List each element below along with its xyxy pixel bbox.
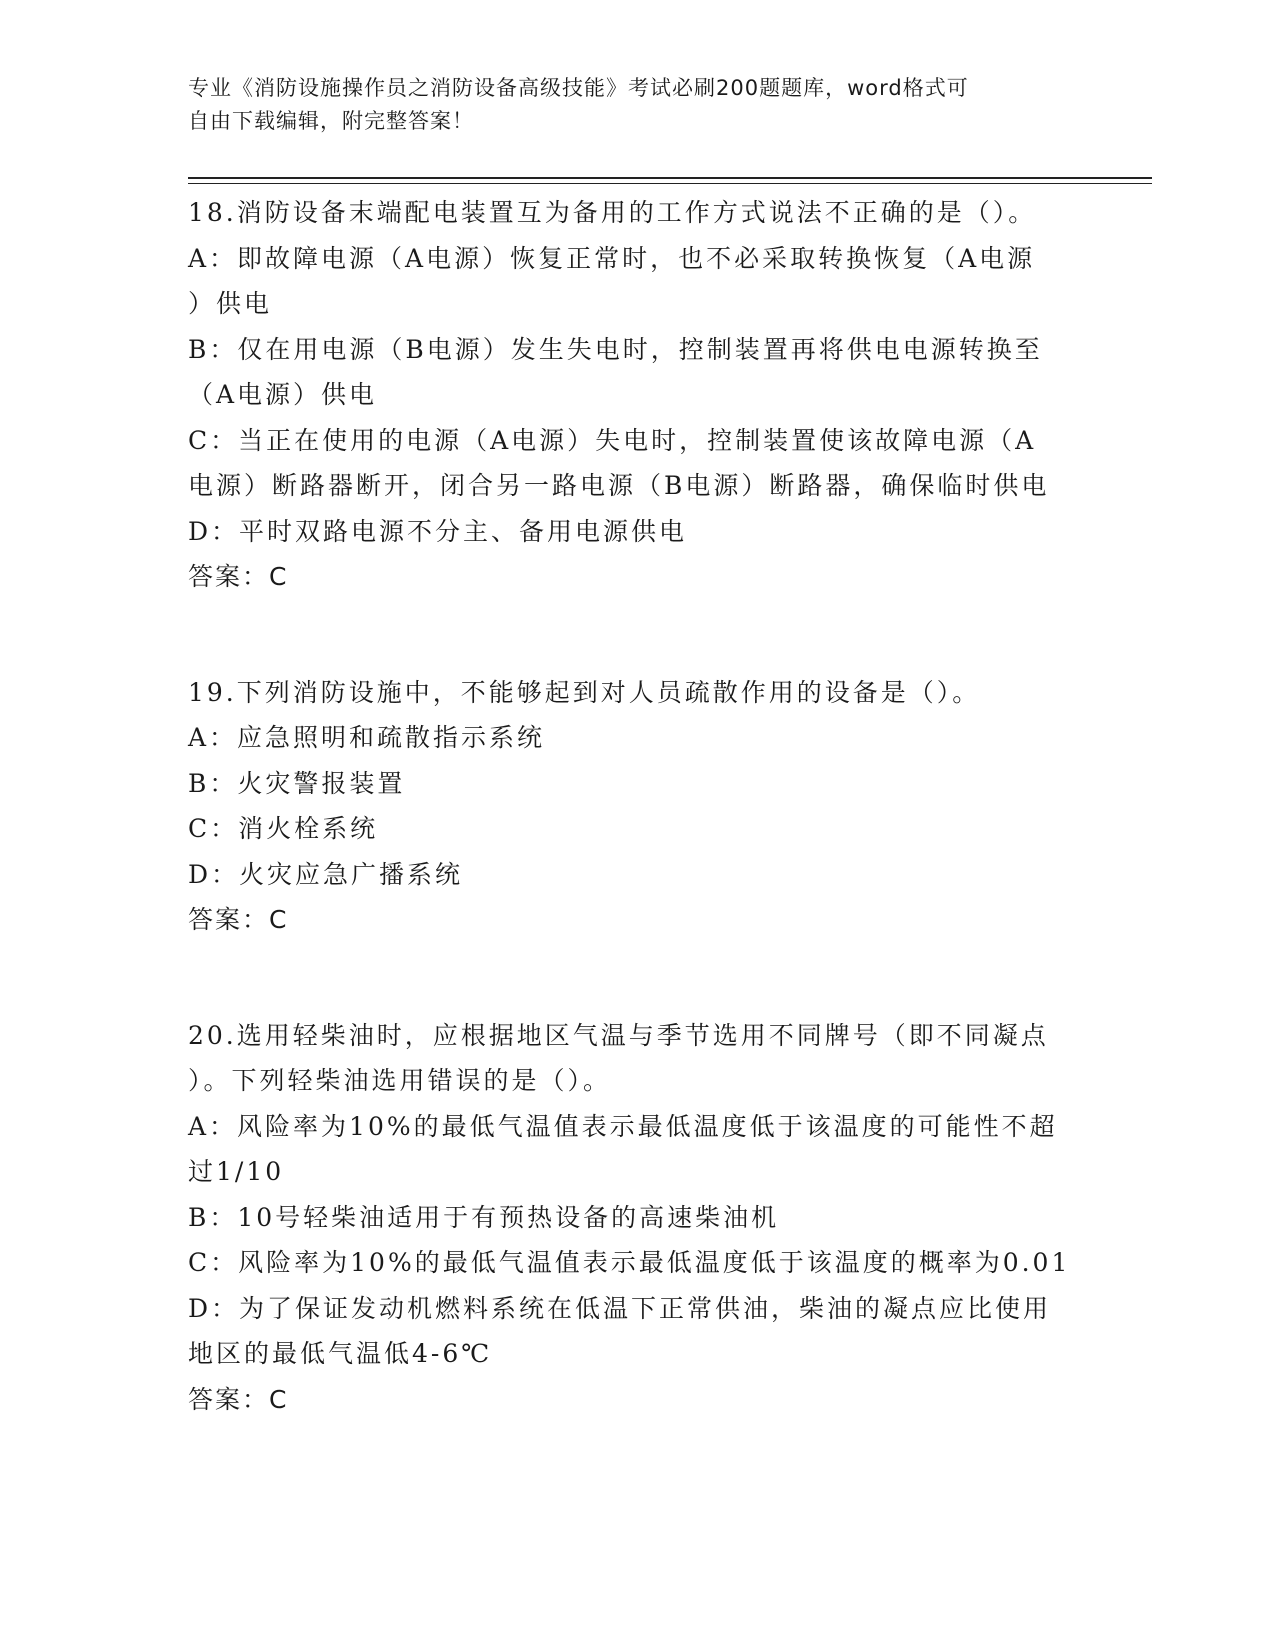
option-line: B：火灾警报装置 [188,768,406,798]
question-stem: 19.下列消防设施中，不能够起到对人员疏散作用的设备是（）。 [188,677,981,707]
option-a [188,1104,1088,1195]
document-header [188,72,1088,138]
option-a [188,715,1088,761]
header-divider [188,177,1152,184]
header-line-2: 自由下载编辑，附完整答案！ [188,109,474,133]
option-line: （A电源）供电 [188,380,378,409]
answer: 答案：C [188,562,289,591]
option-line: D：为了保证发动机燃料系统在低温下正常供油，柴油的凝点应比使用 [188,1293,1052,1323]
option-line: A：即故障电源（A电源）恢复正常时，也不必采取转换恢复（A电源 [188,243,1036,273]
option-d [188,852,1088,898]
option-line: C：风险率为10%的最低气温值表示最低温度低于该温度的概率为0.01 [188,1248,1071,1277]
option-line: C：消火栓系统 [188,814,379,843]
header-line-1: 专业《消防设施操作员之消防设备高级技能》考试必刷200题题库，word格式可 [188,76,969,100]
option-line: A：风险率为10%的最低气温值表示最低温度低于该温度的可能性不超 [188,1111,1058,1141]
option-line: C：当正在使用的电源（A电源）失电时，控制装置使该故障电源（A [188,425,1037,455]
option-c [188,418,1088,509]
question-stem: 18.消防设备末端配电装置互为备用的工作方式说法不正确的是（）。 [188,198,1037,227]
option-line: B：10号轻柴油适用于有预热设备的高速柴油机 [188,1202,780,1232]
option-b [188,1195,1088,1241]
option-line: ）供电 [188,289,273,318]
option-d [188,509,1088,555]
answer: 答案：C [188,1384,289,1414]
question-stem: ）。下列轻柴油选用错误的是（）。 [188,1066,612,1095]
option-c [188,1240,1088,1286]
answer: 答案：C [188,905,289,934]
option-line: 电源）断路器断开，闭合另一路电源（B电源）断路器，确保临时供电 [188,471,1050,500]
question-20 [188,1013,1088,1423]
option-d [188,1286,1088,1377]
question-19 [188,670,1088,943]
question-list [188,190,1088,1492]
option-line: D：火灾应急广播系统 [188,859,464,889]
option-line: B：仅在用电源（B电源）发生失电时，控制装置再将供电电源转换至 [188,334,1043,364]
option-line: A：应急照明和疏散指示系统 [188,723,546,752]
option-line: 地区的最低气温低4-6℃ [188,1339,493,1368]
option-b [188,327,1088,418]
option-line: 过1/10 [188,1157,285,1186]
option-a [188,236,1088,327]
question-18 [188,190,1088,600]
option-c [188,806,1088,852]
option-b [188,761,1088,807]
option-line: D：平时双路电源不分主、备用电源供电 [188,516,688,546]
question-stem: 20.选用轻柴油时，应根据地区气温与季节选用不同牌号（即不同凝点 [188,1020,1049,1050]
